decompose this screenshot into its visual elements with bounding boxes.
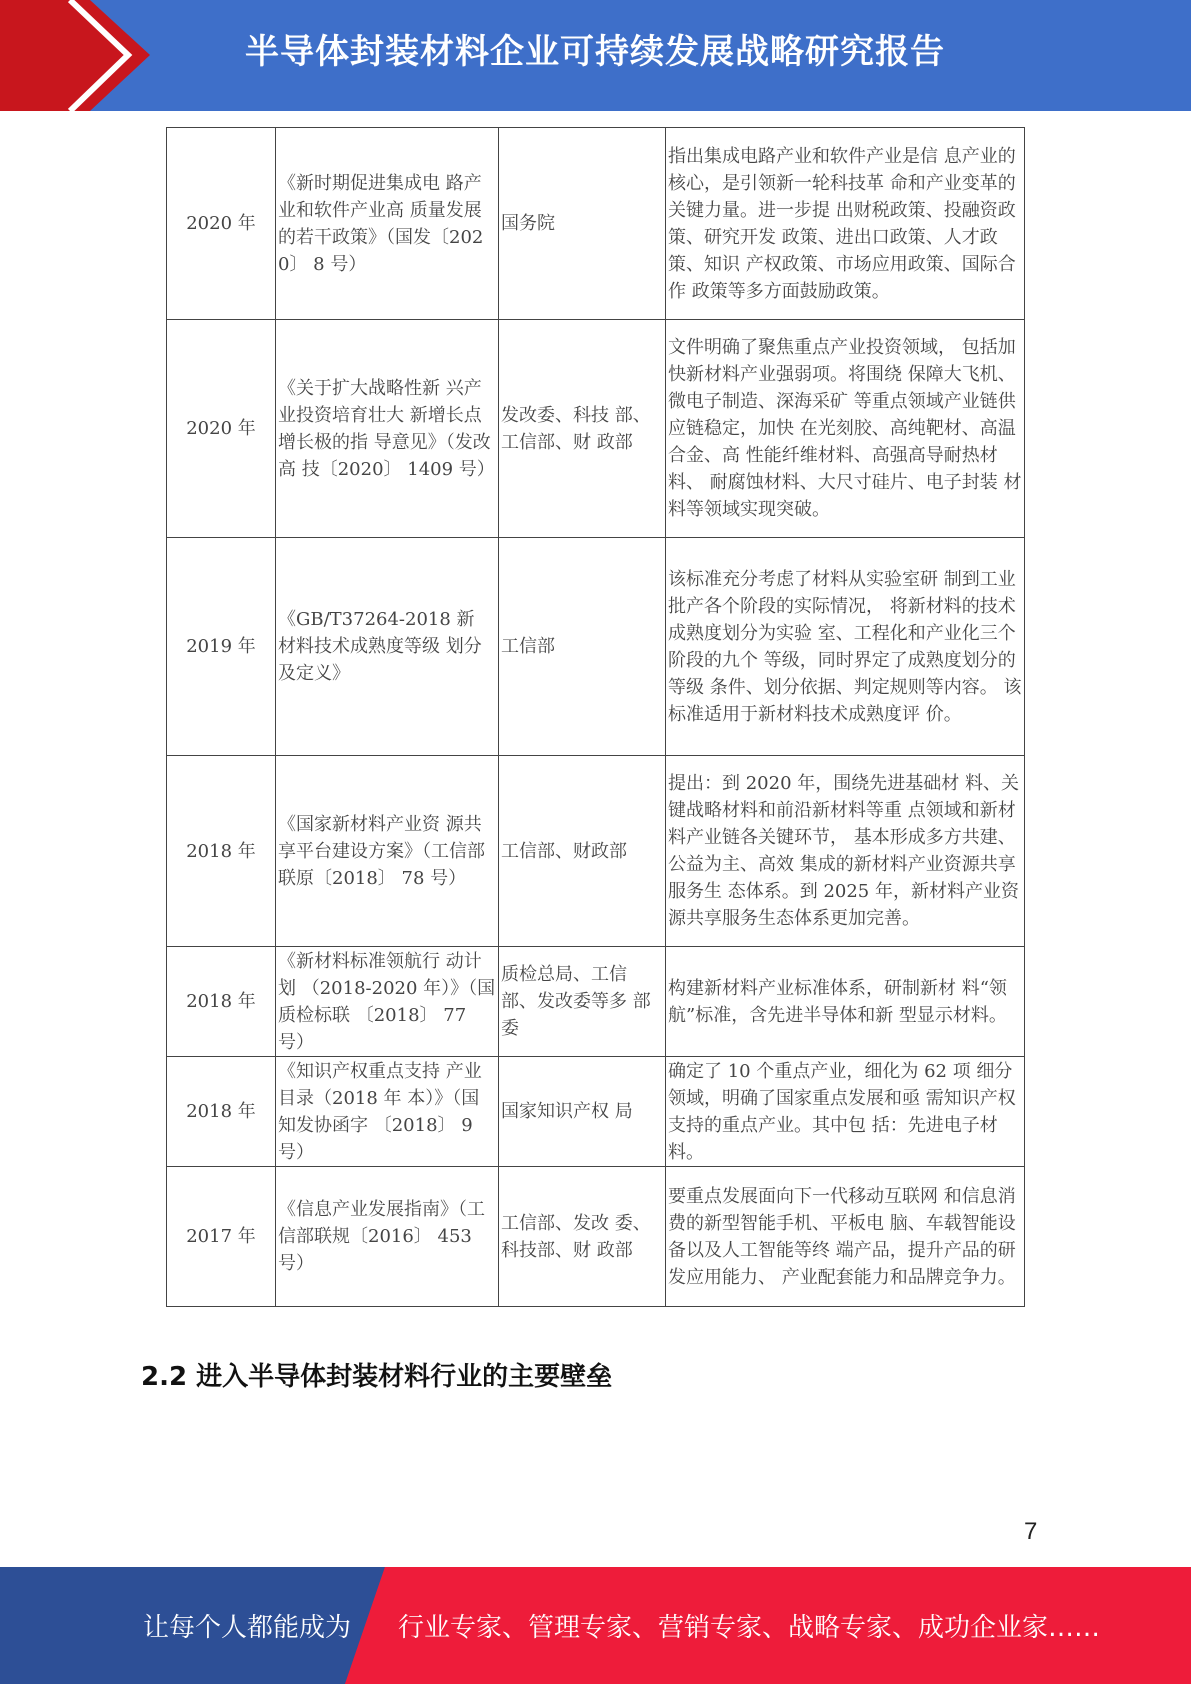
policy-department: 发改委、科技 部、工信部、财 政部 — [499, 320, 666, 538]
policy-department: 工信部、发改 委、科技部、财 政部 — [499, 1167, 666, 1307]
policy-year: 2018 年 — [167, 947, 276, 1057]
policy-description: 要重点发展面向下一代移动互联网 和信息消费的新型智能手机、平板电 脑、车载智能设备以及人工智能等终 端产品，提升产品的研发应用能力、 产业配套能力和品牌竞争力。 — [666, 1167, 1025, 1307]
policy-table — [166, 127, 1025, 1307]
footer-slogan-left: 让每个人都能成为 — [143, 1613, 352, 1643]
policy-name: 《新材料标准领航行 动计划 （2018-2020 年）》（国质检标联 〔2018〕 77 号） — [276, 947, 499, 1057]
policy-year: 2020 年 — [167, 320, 276, 538]
document-title: 半导体封装材料企业可持续发展战略研究报告 — [245, 32, 945, 72]
policy-name: 《信息产业发展指南》（工信部联规〔2016〕 453 号） — [276, 1167, 499, 1307]
policy-year: 2018 年 — [167, 1057, 276, 1167]
policy-name: 《关于扩大战略性新 兴产业投资培育壮大 新增长点增长极的指 导意见》（发改高 技〔2020〕 1409 号） — [276, 320, 499, 538]
policy-description: 文件明确了聚焦重点产业投资领域， 包括加快新材料产业强弱项。将围绕 保障大飞机、微电子制造、深海采矿 等重点领域产业链供应链稳定，加快 在光刻胶、高纯靶材、高温合金、高 性能纤维材料、高强高导耐热材料、 耐腐蚀材料、大尺寸硅片、电子封装 材料等领域实现突破。 — [666, 320, 1025, 538]
page-footer — [0, 1567, 1191, 1684]
table-row — [167, 538, 1025, 756]
policy-description: 确定了 10 个重点产业，细化为 62 项 细分领域，明确了国家重点发展和亟 需知识产权支持的重点产业。其中包 括：先进电子材料。 — [666, 1057, 1025, 1167]
policy-department: 工信部 — [499, 538, 666, 756]
page-header — [0, 0, 1191, 111]
table-row — [167, 947, 1025, 1057]
policy-year: 2019 年 — [167, 538, 276, 756]
policy-name: 《新时期促进集成电 路产业和软件产业高 质量发展的若干政策》（国发〔2020〕 8 号） — [276, 128, 499, 320]
policy-department: 国家知识产权 局 — [499, 1057, 666, 1167]
policy-year: 2017 年 — [167, 1167, 276, 1307]
policy-year: 2020 年 — [167, 128, 276, 320]
header-arrow-decoration — [0, 0, 150, 111]
table-row — [167, 128, 1025, 320]
policy-year: 2018 年 — [167, 756, 276, 947]
section-heading: 2.2 进入半导体封装材料行业的主要壁垒 — [141, 1362, 613, 1392]
policy-description: 构建新材料产业标准体系，研制新材 料“领航”标准，含先进半导体和新 型显示材料。 — [666, 947, 1025, 1057]
page-number: 7 — [1024, 1518, 1038, 1545]
policy-department: 国务院 — [499, 128, 666, 320]
policy-name: 《GB/T37264-2018 新 材料技术成熟度等级 划分及定义》 — [276, 538, 499, 756]
policy-department: 工信部、财政部 — [499, 756, 666, 947]
policy-name: 《知识产权重点支持 产业目录（2018 年 本）》（国知发协函字 〔2018〕 9 号） — [276, 1057, 499, 1167]
policy-description: 提出：到 2020 年，围绕先进基础材 料、关键战略材料和前沿新材料等重 点领域和新材料产业链各关键环节， 基本形成多方共建、公益为主、高效 集成的新材料产业资源共享服务生 态体系。到 2025 年，新材料产业资 源共享服务生态体系更加完善。 — [666, 756, 1025, 947]
table-row — [167, 756, 1025, 947]
policy-department: 质检总局、工信 部、发改委等多 部委 — [499, 947, 666, 1057]
footer-slogan-right: 行业专家、管理专家、营销专家、战略专家、成功企业家…… — [398, 1613, 1101, 1643]
table-row — [167, 1057, 1025, 1167]
table-row — [167, 1167, 1025, 1307]
policy-description: 指出集成电路产业和软件产业是信 息产业的核心，是引领新一轮科技革 命和产业变革的关键力量。进一步提 出财税政策、投融资政策、研究开发 政策、进出口政策、人才政策、知识 产权政策、市场应用政策、国际合作 政策等多方面鼓励政策。 — [666, 128, 1025, 320]
table-row — [167, 320, 1025, 538]
policy-name: 《国家新材料产业资 源共享平台建设方案》（工信部联原〔2018〕 78 号） — [276, 756, 499, 947]
policy-description: 该标准充分考虑了材料从实验室研 制到工业批产各个阶段的实际情况， 将新材料的技术成熟度划分为实验 室、工程化和产业化三个阶段的九个 等级，同时界定了成熟度划分的等级 条件、划分依据、判定规则等内容。 该标准适用于新材料技术成熟度评 价。 — [666, 538, 1025, 756]
